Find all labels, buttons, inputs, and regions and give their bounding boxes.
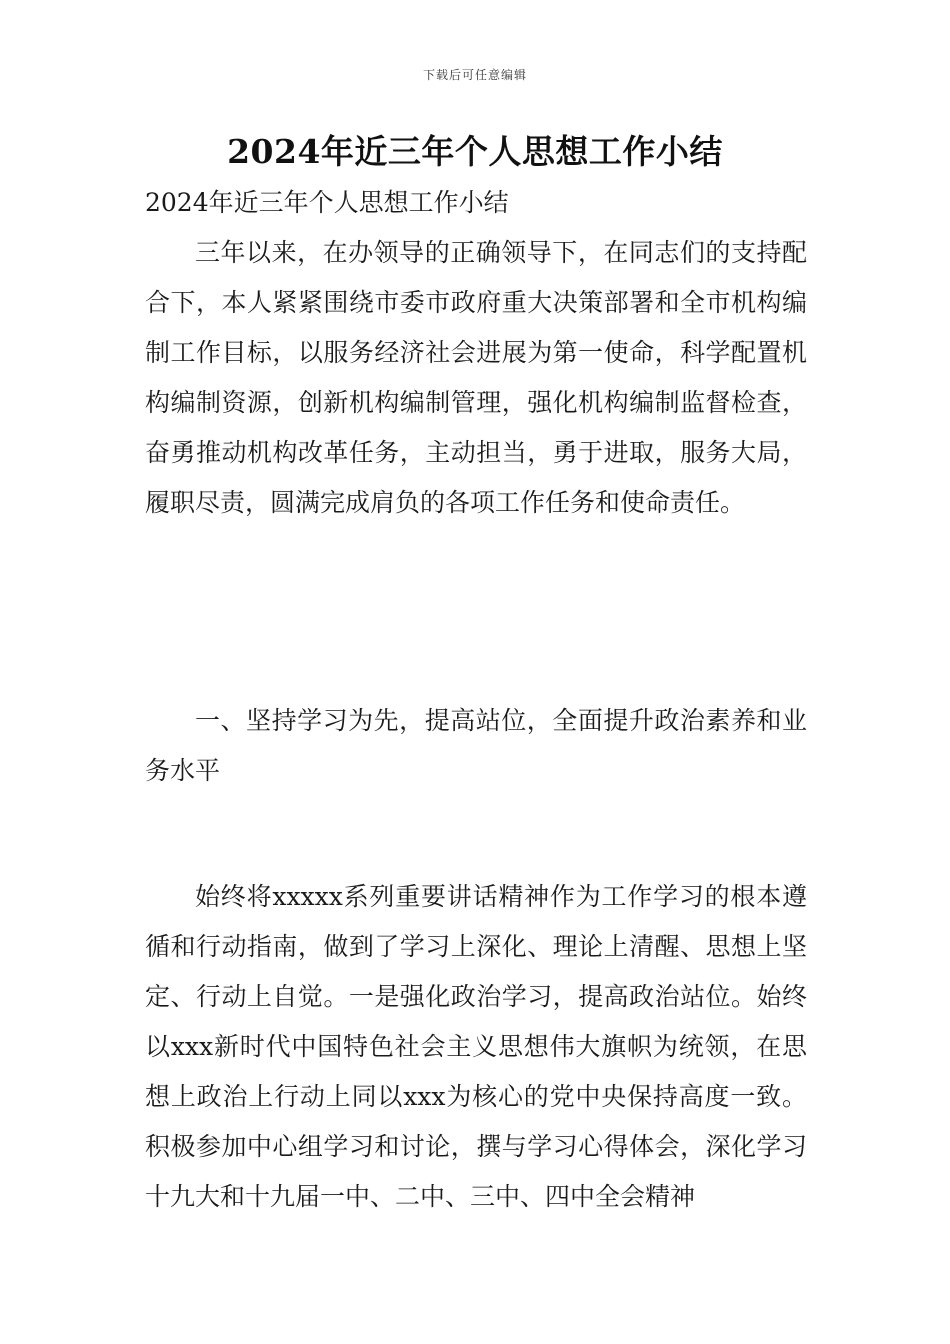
paragraph-intro: 三年以来，在办领导的正确领导下，在同志们的支持配合下，本人紧紧围绕市委市政府重大决策部署和全市机构编制工作目标，以服务经济社会进展为第一使命，科学配置机构编制资源，创新机构编制管理，强化机构编制监督检查，奋勇推动机构改革任务，主动担当，勇于进取，服务大局，履职尽责，圆满完成肩负的各项工作任务和使命责任。 — [145, 238, 807, 517]
paragraph-section-1: 始终将xxxxx系列重要讲话精神作为工作学习的根本遵循和行动指南，做到了学习上深化、理论上清醒、思想上坚定、行动上自觉。一是强化政治学习，提高政治站位。始终以xxx新时代中国特色社会主义思想伟大旗帜为统领，在思想上政治上行动上同以xxx为核心的党中央保持高度一致。积极参加中心组学习和讨论，撰与学习心得体会，深化学习十九大和十九届一中、二中、三中、四中全会精神 — [145, 882, 807, 1211]
section-heading-1: 一、坚持学习为先，提高站位，全面提升政治素养和业务水平 — [145, 706, 807, 785]
document-subtitle: 2024年近三年个人思想工作小结 — [145, 188, 509, 217]
document-title: 2024年近三年个人思想工作小结 — [227, 132, 723, 171]
header-note: 下载后可任意编辑 — [422, 68, 527, 82]
